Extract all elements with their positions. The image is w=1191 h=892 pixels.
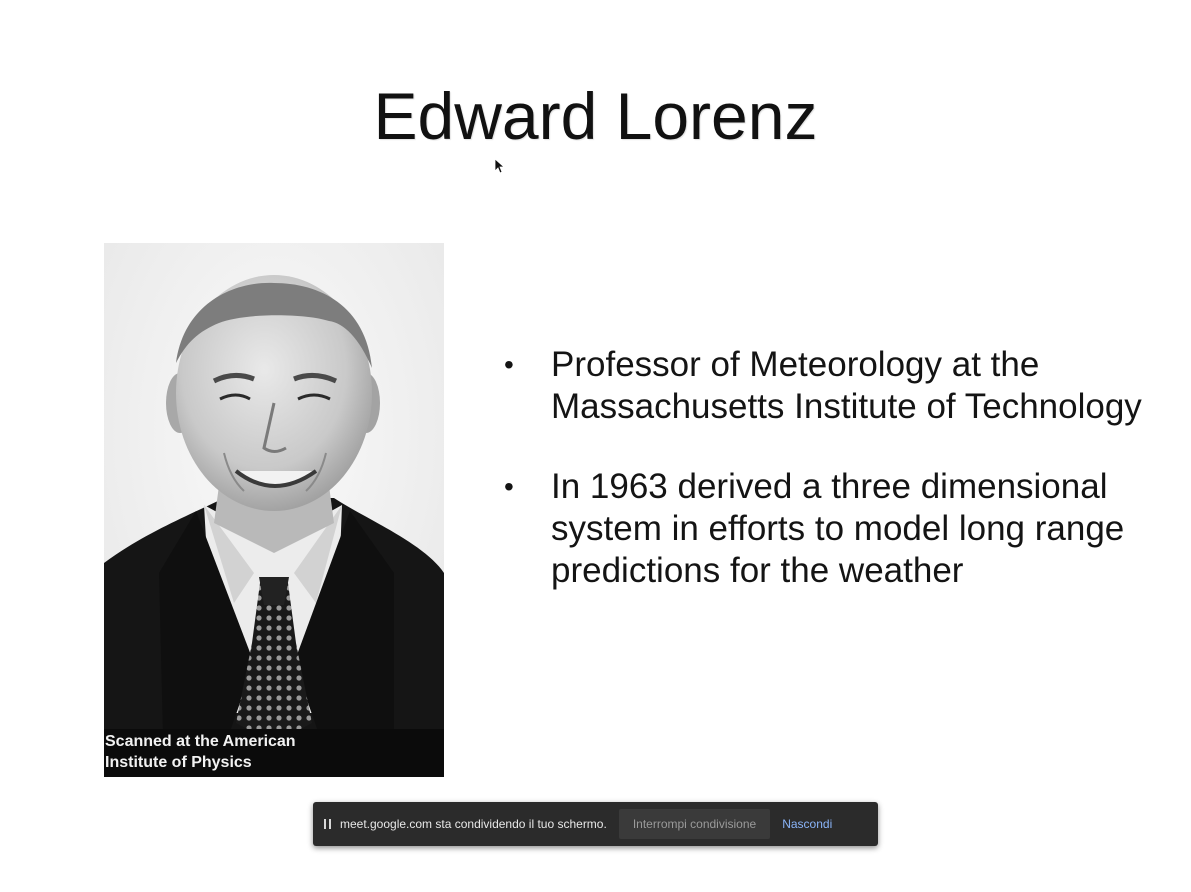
screen-share-bar (313, 802, 878, 846)
bullet-text: Professor of Meteorology at the Massachusetts Institute of Technology (551, 345, 1142, 426)
drag-handle-icon[interactable] (324, 819, 331, 829)
photo-caption (104, 729, 444, 777)
bullet-item (504, 344, 1164, 428)
share-message: meet.google.com sta condividendo il tuo schermo. (340, 817, 607, 831)
stop-sharing-button[interactable]: Interrompi condivisione (619, 809, 770, 839)
photo-caption-line2: Institute of Physics (105, 754, 252, 771)
bullet-item (504, 466, 1164, 592)
bullet-dot-icon: • (504, 471, 514, 502)
bullet-dot-icon: • (504, 349, 514, 380)
slide-title: Edward Lorenz (373, 79, 818, 153)
mouse-cursor-icon (494, 158, 504, 174)
photo-caption-line1: Scanned at the American (105, 733, 296, 750)
portrait-image (104, 243, 444, 777)
bullet-list (504, 344, 1164, 630)
bullet-text: In 1963 derived a three dimensional system in efforts to model long range predictions for the weather (551, 467, 1125, 590)
hide-button[interactable]: Nascondi (782, 817, 833, 831)
portrait-photo (104, 243, 444, 777)
